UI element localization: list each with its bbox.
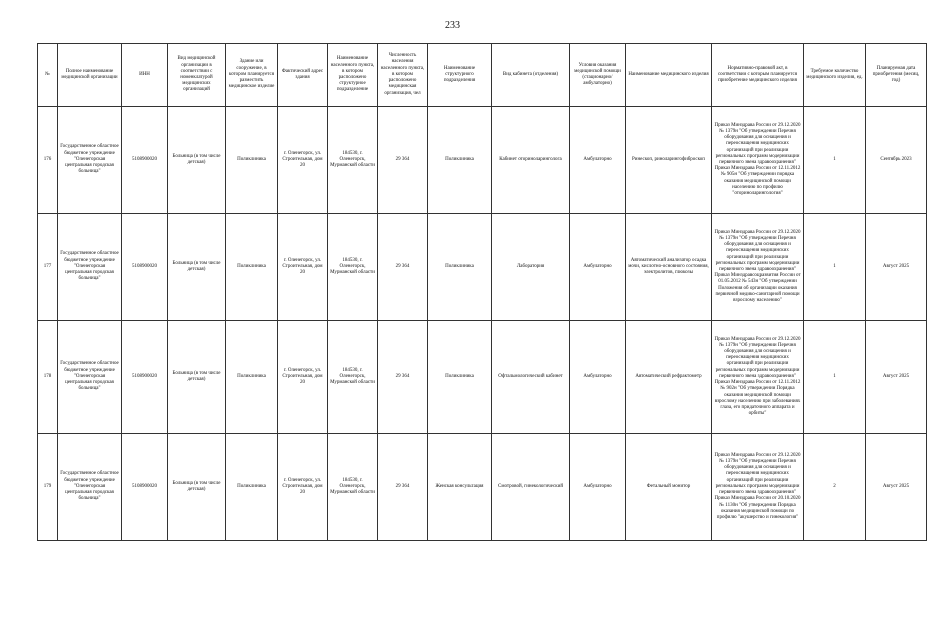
cell-date: Август 2025 (866, 321, 927, 434)
header-qty: Требуемое количество медицинского изделия, ед. (804, 44, 866, 107)
cell-date: Август 2025 (866, 434, 927, 541)
cell-org: Государственное областное бюджетное учреждение "Оленегорская центральная городская больница" (58, 321, 122, 434)
cell-org: Государственное областное бюджетное учреждение "Оленегорская центральная городская больница" (58, 434, 122, 541)
cell-device: Автоматический анализатор осадка мочи, кислотно-основного состояния, электролитов, глюкозы (626, 214, 712, 321)
cell-date: Август 2025 (866, 214, 927, 321)
cell-type: Больница (в том числе детская) (168, 214, 226, 321)
cell-qty: 1 (804, 214, 866, 321)
cell-date: Сентябрь 2023 (866, 107, 927, 214)
cell-conditions: Амбулаторно (570, 214, 626, 321)
header-unit: Наименование структурного подразделения (428, 44, 492, 107)
page-number: 233 (445, 20, 460, 31)
cell-cabinet: Офтальмологический кабинет (492, 321, 570, 434)
header-conditions: Условия оказания медицинской помощи (стационарно/амбулаторно) (570, 44, 626, 107)
cell-population: 29 364 (378, 434, 428, 541)
cell-num: 176 (38, 107, 58, 214)
cell-locality: 184530, г. Оленегорск, Мурманской области (328, 321, 378, 434)
cell-conditions: Амбулаторно (570, 321, 626, 434)
header-org: Полное наименование медицинской организации (58, 44, 122, 107)
header-inn: ИНН (122, 44, 168, 107)
cell-type: Больница (в том числе детская) (168, 107, 226, 214)
header-locality: Наименование населенного пункта, в котором расположено структурное подразделение (328, 44, 378, 107)
cell-locality: 184530, г. Оленегорск, Мурманской области (328, 107, 378, 214)
header-population: Численность населения населенного пункта, в котором расположено медицинская организация, чел (378, 44, 428, 107)
cell-qty: 1 (804, 321, 866, 434)
cell-device: Фетальный монитор (626, 434, 712, 541)
cell-building: Поликлиника (226, 321, 278, 434)
cell-act: Приказ Минздрава России от 29.12.2020 № 1379н "Об утверждении Перечня оборудования для оснащения и переоснащения медицинских организаций при реализации региональных программ модернизации первичного звена здравоохранения" Приказ Минздрава России от 12.11.2012 № 905н "Об утверждении порядка оказания медицинской помощи населению по профилю "оториноларингология" (712, 107, 804, 214)
cell-population: 29 364 (378, 321, 428, 434)
table-row (38, 107, 927, 214)
cell-org: Государственное областное бюджетное учреждение "Оленегорская центральная городская больница" (58, 214, 122, 321)
cell-inn: 5108900020 (122, 214, 168, 321)
header-cabinet: Вид кабинета (отделения) (492, 44, 570, 107)
equipment-table (37, 43, 927, 541)
header-date: Планируемая дата приобретения (месяц, год) (866, 44, 927, 107)
header-type: Вид медицинской организации в соответствии с номенклатурой медицинских организаций (168, 44, 226, 107)
cell-locality: 184530, г. Оленегорск, Мурманской области (328, 214, 378, 321)
cell-conditions: Амбулаторно (570, 434, 626, 541)
cell-address: г. Оленегорск, ул. Строительная, дом 20 (278, 107, 328, 214)
cell-device: Ринескоп, риноларингофиброскоп (626, 107, 712, 214)
header-building: Здание или сооружение, в котором планируется разместить медицинское изделие (226, 44, 278, 107)
cell-cabinet: Кабинет оториноларинголога (492, 107, 570, 214)
cell-inn: 5108900020 (122, 321, 168, 434)
table-row (38, 321, 927, 434)
header-act: Нормативно-правовой акт, в соответствии с которым планируется приобретение медицинского изделия (712, 44, 804, 107)
table-row (38, 214, 927, 321)
cell-num: 177 (38, 214, 58, 321)
cell-type: Больница (в том числе детская) (168, 321, 226, 434)
cell-act: Приказ Минздрава России от 29.12.2020 № 1379н "Об утверждении Перечня оборудования для оснащения и переоснащения медицинских организаций при реализации региональных программ модернизации первичного звена здравоохранения" Приказ Минздрава России от 12.11.2012 № 902н "Об утверждении Порядка оказания медицинской помощи взрослому населению при заболеваниях глаза, его придаточного аппарата и орбиты" (712, 321, 804, 434)
header-device: Наименование медицинского изделия (626, 44, 712, 107)
cell-conditions: Амбулаторно (570, 107, 626, 214)
cell-population: 29 364 (378, 107, 428, 214)
cell-inn: 5108900020 (122, 434, 168, 541)
cell-building: Поликлиника (226, 107, 278, 214)
cell-unit: Женская консультация (428, 434, 492, 541)
cell-inn: 5108900020 (122, 107, 168, 214)
cell-device: Автоматический рефрактометр (626, 321, 712, 434)
cell-building: Поликлиника (226, 214, 278, 321)
cell-act: Приказ Минздрава России от 29.12.2020 № 1379н "Об утверждении Перечня оборудования для оснащения и переоснащения медицинских организаций при реализации региональных программ модернизации первичного звена здравоохранения" Приказ Минздравсоцразвития России от 01.05.2012 № 543н "Об утверждении Положения об организации оказания первичной медико-санитарной помощи взрослому населению" (712, 214, 804, 321)
cell-qty: 2 (804, 434, 866, 541)
cell-unit: Поликлиника (428, 214, 492, 321)
cell-type: Больница (в том числе детская) (168, 434, 226, 541)
cell-unit: Поликлиника (428, 321, 492, 434)
cell-cabinet: Лаборатория (492, 214, 570, 321)
cell-address: г. Оленегорск, ул. Строительная, дом 20 (278, 321, 328, 434)
header-address: Фактический адрес здания (278, 44, 328, 107)
cell-num: 179 (38, 434, 58, 541)
cell-org: Государственное областное бюджетное учреждение "Оленегорская центральная городская больница" (58, 107, 122, 214)
cell-population: 29 364 (378, 214, 428, 321)
cell-cabinet: Смотровой, гинекологический (492, 434, 570, 541)
cell-locality: 184530, г. Оленегорск, Мурманской области (328, 434, 378, 541)
cell-act: Приказ Минздрава России от 29.12.2020 № 1379н "Об утверждении Перечня оборудования для оснащения и переоснащения медицинских организаций при реализации региональных программ модернизации первичного звена здравоохранения" Приказ Минздрава России от 20.10.2020 № 1130н "Об утверждении Порядка оказания медицинской помощи по профилю "акушерство и гинекология" (712, 434, 804, 541)
cell-qty: 1 (804, 107, 866, 214)
table-row (38, 434, 927, 541)
cell-unit: Поликлиника (428, 107, 492, 214)
cell-num: 178 (38, 321, 58, 434)
cell-address: г. Оленегорск, ул. Строительная, дом 20 (278, 214, 328, 321)
cell-building: Поликлиника (226, 434, 278, 541)
cell-address: г. Оленегорск, ул. Строительная, дом 20 (278, 434, 328, 541)
header-num: № (38, 44, 58, 107)
table-header-row (38, 44, 927, 107)
